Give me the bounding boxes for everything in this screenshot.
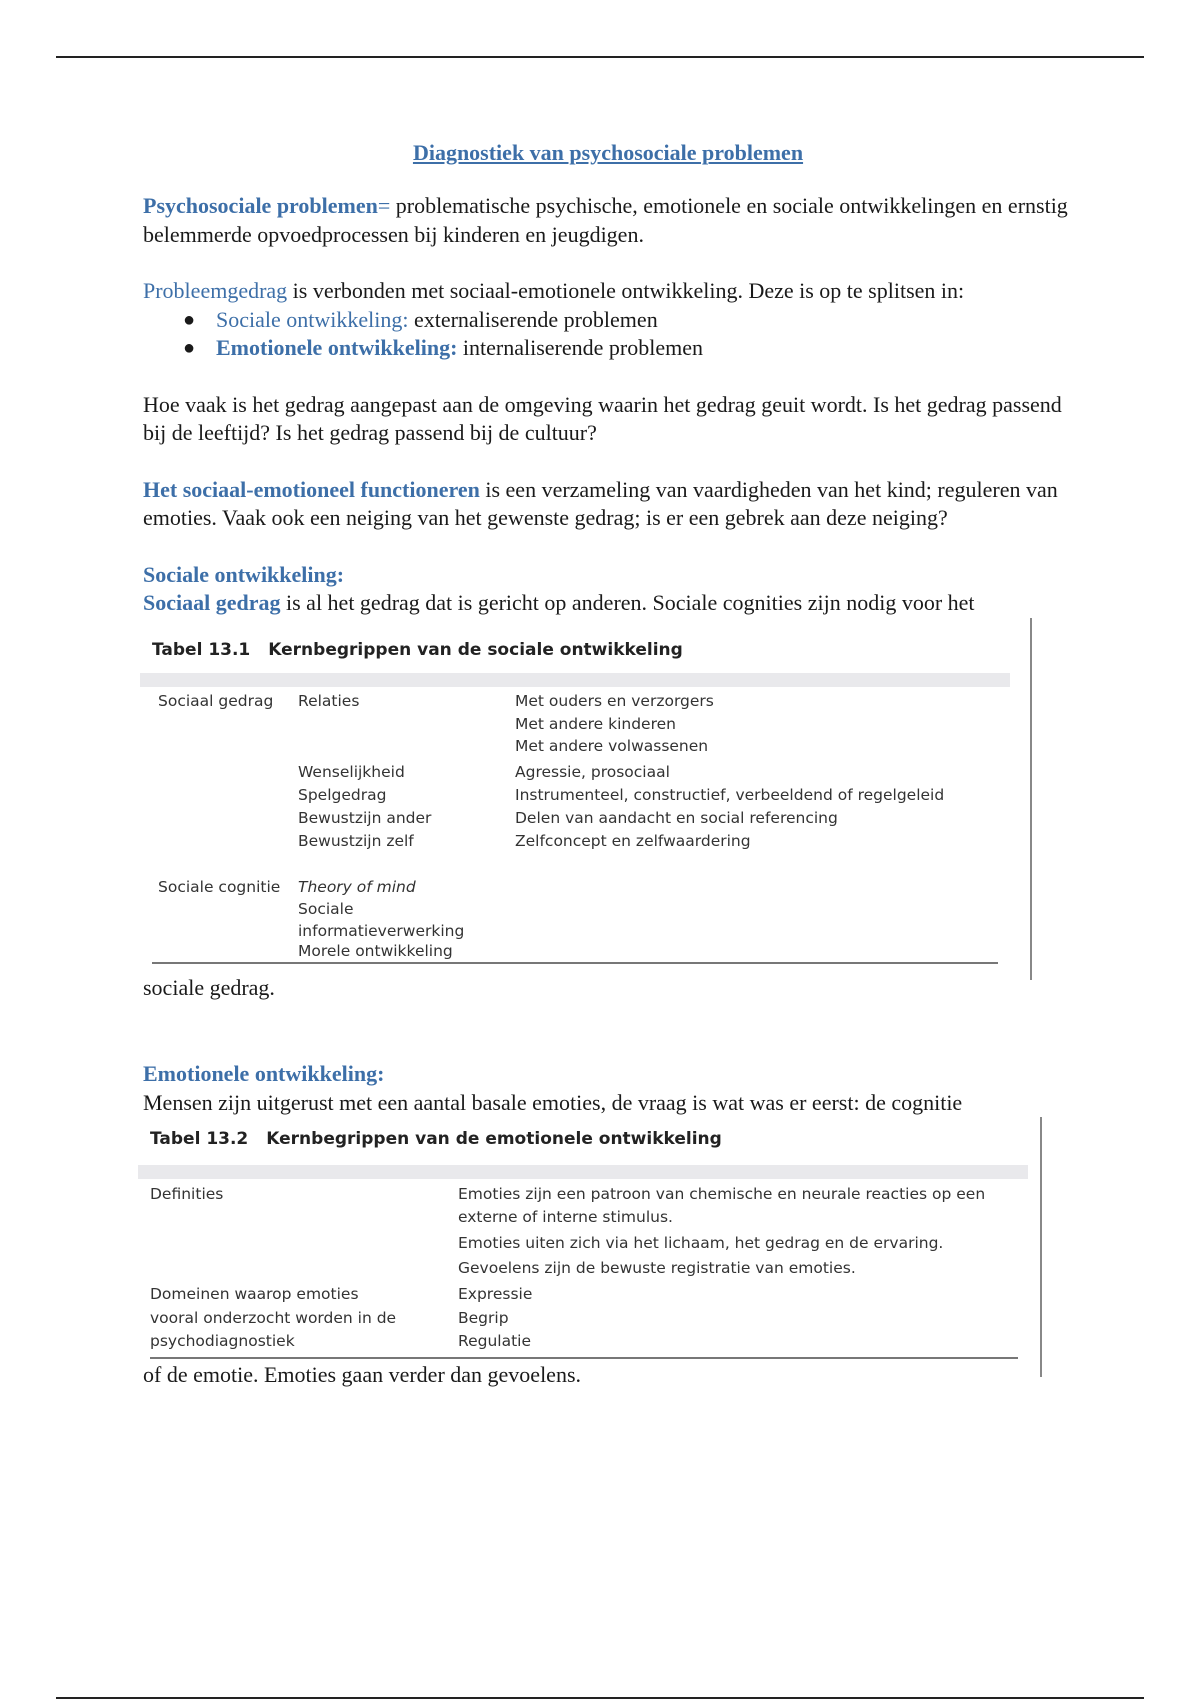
table-cell: Spelgedrag xyxy=(298,785,387,804)
probleem-term: Probleemgedrag xyxy=(143,278,288,303)
document-body xyxy=(143,140,1073,1390)
table-cell: Instrumenteel, constructief, verbeeldend of regelgeleid xyxy=(515,785,945,804)
table-number: Tabel 13.1 xyxy=(152,639,251,660)
table-cell: Met andere kinderen xyxy=(515,714,676,733)
intro-text: problematische psychische, emotionele en sociale ontwikkelingen en ernstig belemmerde opvoedprocessen bij kinderen en jeugdigen. xyxy=(143,193,1068,247)
table-cell: Met andere volwassenen xyxy=(515,736,709,755)
table-cell: Agressie, prosociaal xyxy=(515,762,670,781)
intro-paragraph xyxy=(143,192,1073,249)
functioneren-text: is een verzameling van vaardigheden van het kind; reguleren van emoties. Vaak ook een neiging van het gewenste gedrag; is er een gebrek aan deze neiging? xyxy=(143,476,1058,530)
sociaal-gedrag-term: Sociaal gedrag xyxy=(143,590,281,615)
table-cell: Gevoelens zijn de bewuste registratie van emoties. xyxy=(458,1259,856,1277)
footer-rule xyxy=(56,1697,1144,1699)
sociale-after: sociale gedrag. xyxy=(143,974,275,1000)
table-sociale-ontwikkeling xyxy=(140,618,1073,988)
probleem-paragraph xyxy=(143,277,1073,306)
table-cell: Domeinen waarop emoties xyxy=(150,1285,359,1303)
list-item xyxy=(143,306,1073,335)
intro-term: Psychosociale problemen xyxy=(143,193,378,218)
functioneren-term: Het sociaal-emotioneel functioneren xyxy=(143,476,480,502)
emotionele-heading: Emotionele ontwikkeling: xyxy=(143,1061,385,1086)
page-title: Diagnostiek van psychosociale problemen xyxy=(412,140,804,165)
table-header-band xyxy=(140,673,1010,687)
table-cell: Relaties xyxy=(298,691,360,710)
sociale-text: is al het gedrag dat is gericht op anderen. Sociale cognities zijn nodig voor het xyxy=(280,590,975,615)
table-cell: psychodiagnostiek xyxy=(150,1332,295,1350)
table-number: Tabel 13.2 xyxy=(150,1129,249,1149)
table-bottom-rule xyxy=(150,1357,1018,1359)
table-cell: Morele ontwikkeling xyxy=(298,941,453,960)
bullet-icon: ● xyxy=(183,308,196,331)
table-cell: Met ouders en verzorgers xyxy=(515,691,714,710)
table-cell: externe of interne stimulus. xyxy=(458,1208,673,1226)
intro-equals: = xyxy=(377,193,391,218)
sociale-heading: Sociale ontwikkeling: xyxy=(143,561,345,587)
table-cell: Bewustzijn zelf xyxy=(298,831,414,850)
table-title: Kernbegrippen van de emotionele ontwikkeling xyxy=(266,1129,722,1149)
table-cell: Bewustzijn ander xyxy=(298,808,432,827)
bullet-icon: ● xyxy=(183,337,196,359)
table-cell: Sociale cognitie xyxy=(158,877,281,896)
bullet-term: Sociale ontwikkeling: xyxy=(216,306,409,332)
bullet-term: Emotionele ontwikkeling: xyxy=(216,335,458,360)
bullet-list xyxy=(143,306,1073,363)
table-cell: informatieverwerking xyxy=(298,921,465,940)
sociale-paragraph xyxy=(143,589,1073,618)
functioneren-paragraph xyxy=(143,476,1073,533)
emotionele-after: of de emotie. Emoties gaan verder dan gevoelens. xyxy=(143,1362,582,1387)
table-title: Kernbegrippen van de sociale ontwikkeling xyxy=(268,639,683,660)
table-cell: vooral onderzocht worden in de xyxy=(150,1309,397,1327)
probleem-text: is verbonden met sociaal-emotionele ontwikkeling. Deze is op te splitsen in: xyxy=(287,278,965,303)
table-cell: Delen van aandacht en social referencing xyxy=(515,808,838,827)
table-border-right xyxy=(1040,1117,1042,1377)
header-rule xyxy=(56,56,1144,58)
table-emotionele-ontwikkeling xyxy=(138,1117,1073,1375)
table-cell: Regulatie xyxy=(458,1332,531,1350)
table-cell: Definities xyxy=(150,1185,224,1203)
table-cell: Begrip xyxy=(458,1309,509,1327)
bullet-text: externaliserende problemen xyxy=(408,306,658,332)
table-cell: Expressie xyxy=(458,1285,533,1303)
table-cell: Zelfconcept en zelfwaardering xyxy=(515,831,751,850)
hoe-paragraph: Hoe vaak is het gedrag aangepast aan de omgeving waarin het gedrag geuit wordt. Is het gedrag passend bij de leeftijd? Is het gedrag passend bij de cultuur? xyxy=(143,391,1062,445)
table-cell: Emoties zijn een patroon van chemische en neurale reacties op een xyxy=(458,1185,986,1203)
table-cell: Emoties uiten zich via het lichaam, het gedrag en de ervaring. xyxy=(458,1234,944,1252)
table-cell: Wenselijkheid xyxy=(298,762,405,781)
emotionele-paragraph: Mensen zijn uitgerust met een aantal basale emoties, de vraag is wat was er eerst: de cognitie xyxy=(143,1089,963,1115)
table-cell: Theory of mind xyxy=(298,877,416,896)
table-cell: Sociaal gedrag xyxy=(158,691,274,710)
list-item xyxy=(143,334,1073,363)
bullet-text: internaliserende problemen xyxy=(457,335,703,360)
table-bottom-rule xyxy=(152,962,998,964)
table-cell: Sociale xyxy=(298,899,354,918)
table-header-band xyxy=(138,1165,1028,1179)
table-border-right xyxy=(1030,618,1032,980)
